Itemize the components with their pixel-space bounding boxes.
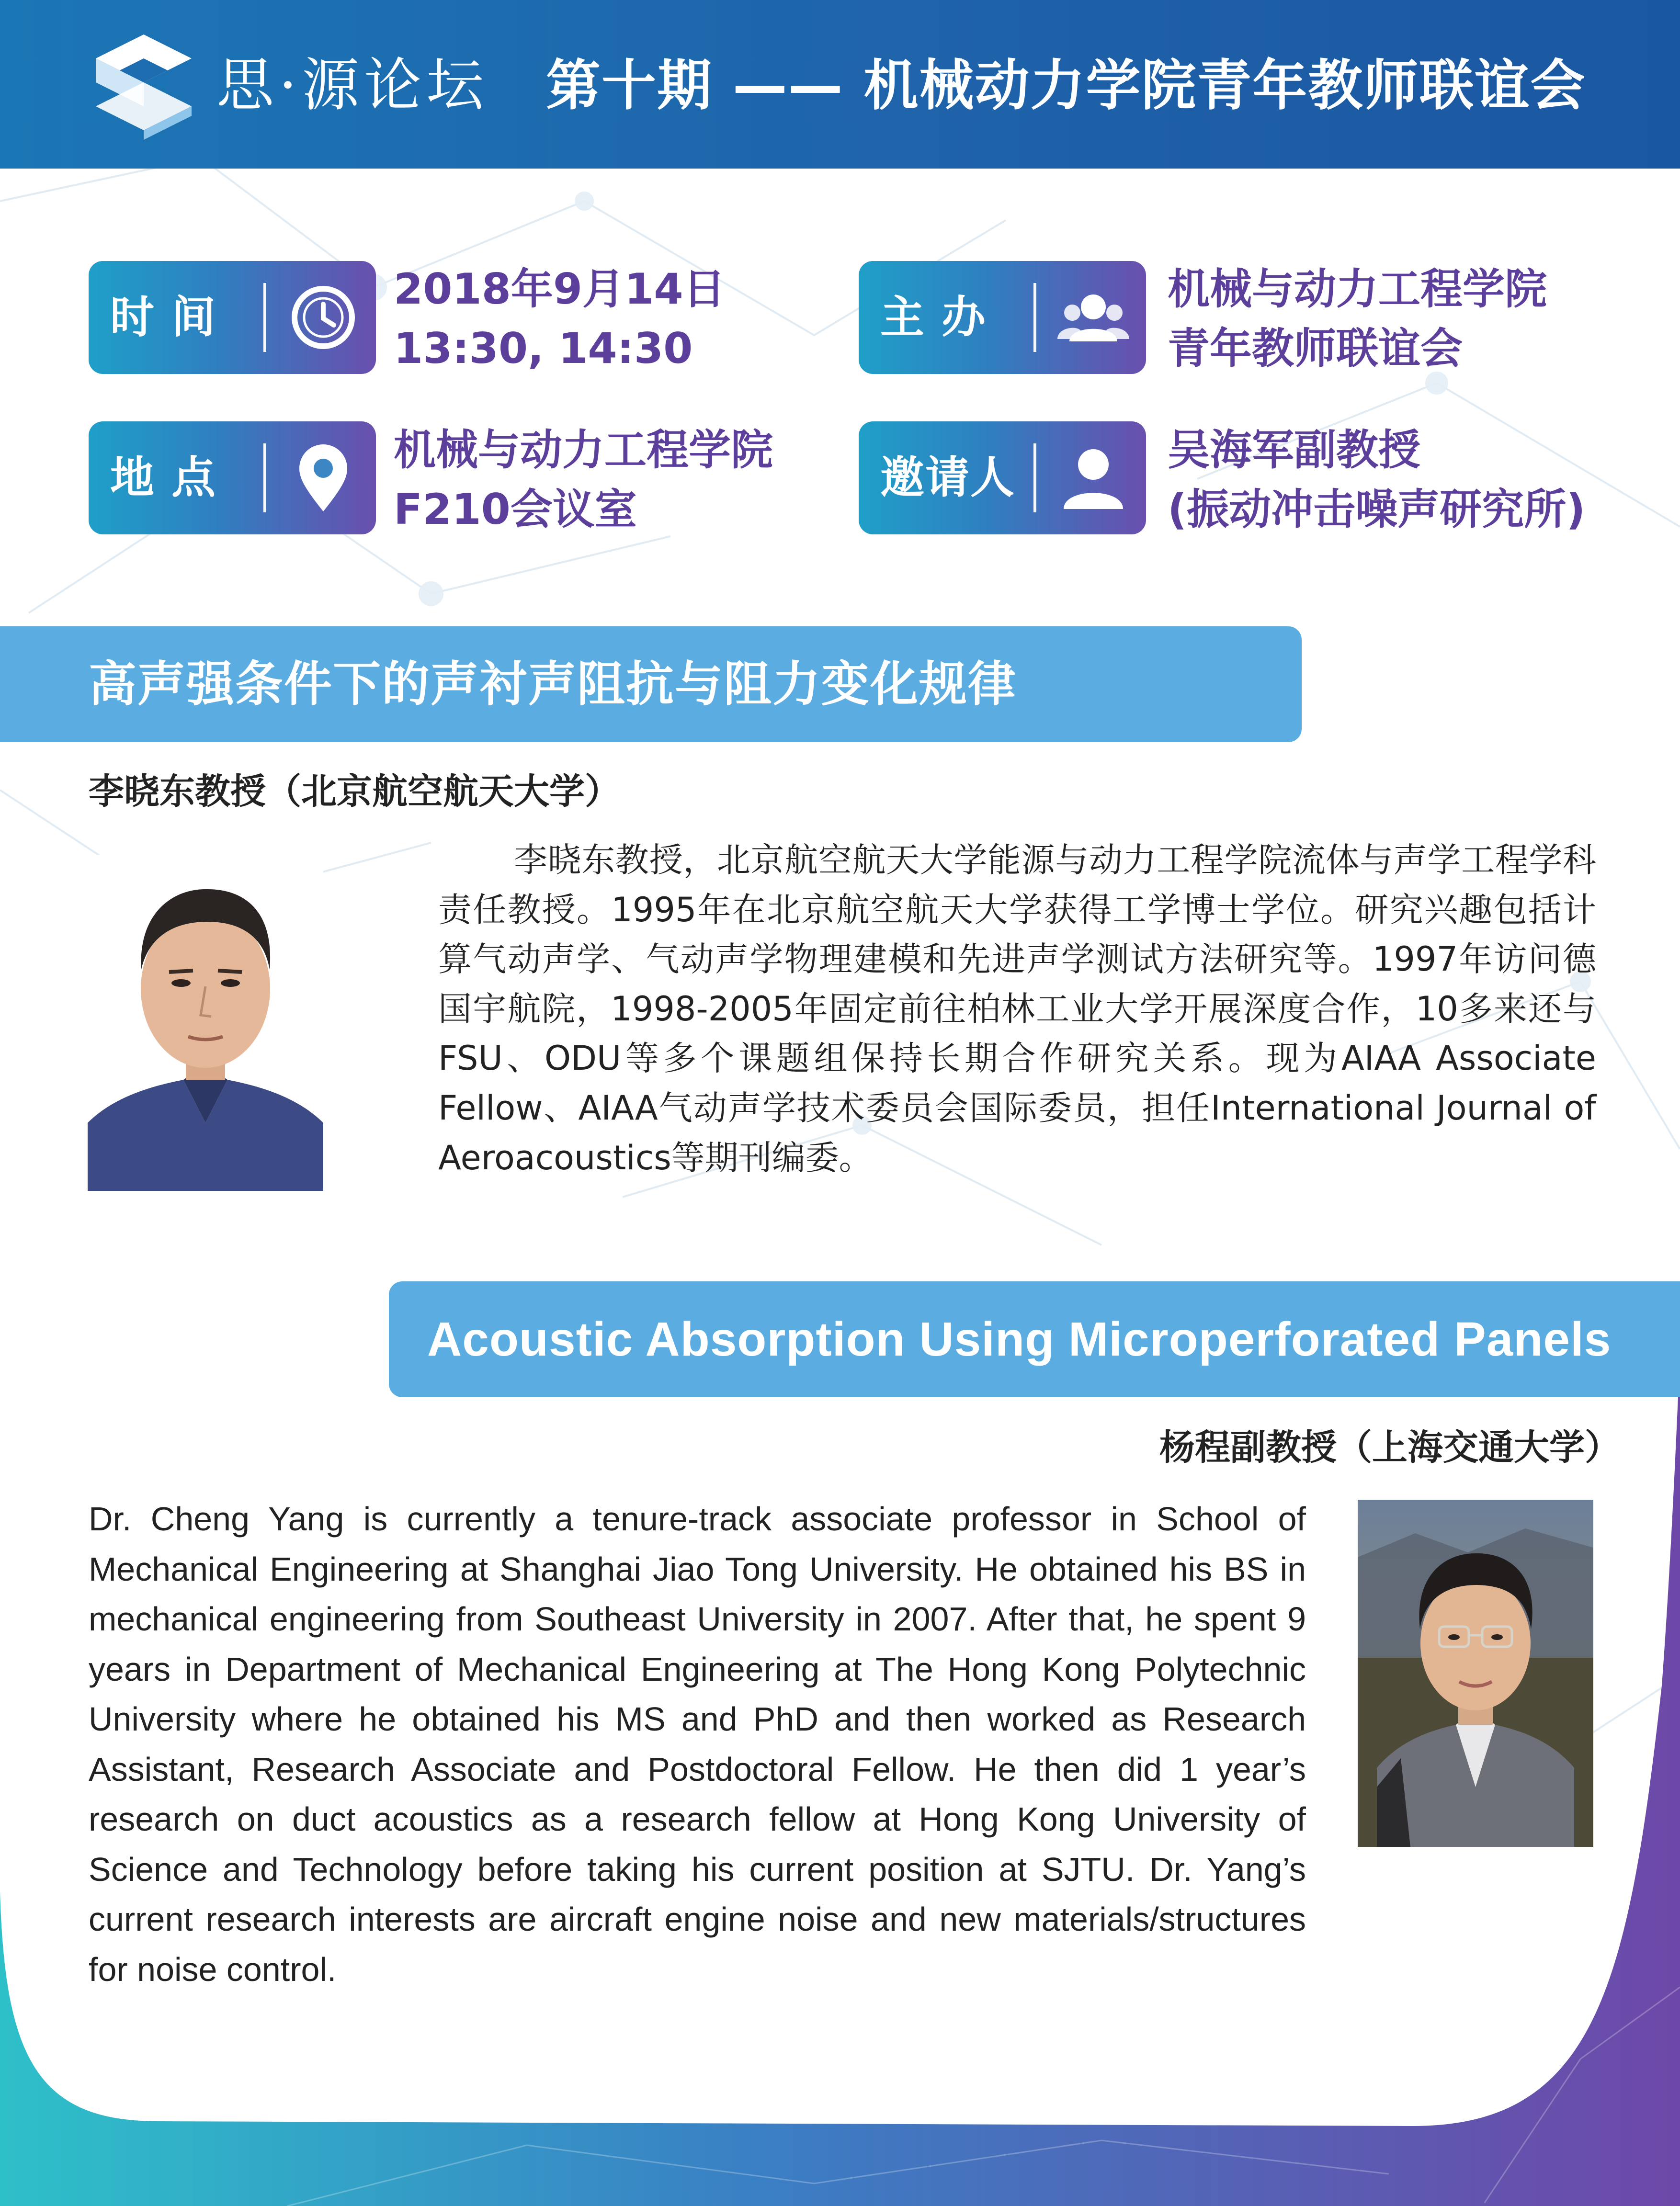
talk1-speaker-photo <box>88 855 323 1191</box>
talk2-title: Acoustic Absorption Using Microperforated Panels <box>427 1312 1612 1366</box>
location-pin-icon <box>285 440 362 516</box>
place-label: 地 点 <box>110 452 217 503</box>
divider <box>263 443 266 512</box>
talk2-bio: Dr. Cheng Yang is currently a tenure-track associate professor in School of Mechanical Engineering at Shanghai Jiao Tong University. He obtained his BS in mechanical engineering from Southeast University in 2007. After that, he spent 9 years in Department of Mechanical Engineering at The Hong Kong Polytechnic University where he obtained his MS and PhD and then worked as Research Assistant, Research Associate and Postdoctoral Fellow. He then did 1 year’s research on duct acoustics as a research fellow at Hong Kong University of Science and Technology before taking his current position at SJTU. Dr. Yang’s current research interests are aircraft engine noise and new materials/structures for noise control. <box>89 1500 1306 1988</box>
talk2-speaker-photo <box>1358 1500 1593 1847</box>
brand-name: 思·源论坛 <box>216 52 489 119</box>
talk2-speaker: 杨程副教授（上海交通大学） <box>1159 1427 1620 1468</box>
inviter-label-box <box>859 421 1146 534</box>
talk1-speaker: 李晓东教授（北京航空航天大学） <box>89 771 620 812</box>
place-line-1: 机械与动力工程学院 <box>394 425 773 475</box>
time-label-box <box>89 261 376 374</box>
page-title: 第十期 —— 机械动力学院青年教师联谊会 <box>546 54 1586 117</box>
divider <box>263 283 266 352</box>
time-label: 时 间 <box>110 292 217 343</box>
inviter-label: 邀请人 <box>880 452 1016 503</box>
place-label-box <box>89 421 376 534</box>
time-date: 2018年9月14日 <box>394 264 726 314</box>
talk1-title: 高声强条件下的声衬声阻抗与阻力变化规律 <box>89 656 1017 712</box>
host-label-box <box>859 261 1146 374</box>
host-line-1: 机械与动力工程学院 <box>1168 264 1547 314</box>
inviter-affiliation: (振动冲击噪声研究所) <box>1168 485 1586 534</box>
place-line-2: F210会议室 <box>394 485 637 534</box>
header-bar <box>0 0 1680 169</box>
talk1-title-banner <box>0 626 1302 742</box>
talk1-bio: 李晓东教授，北京航空航天大学能源与动力工程学院流体与声学工程学科责任教授。1995年在北京航空航天大学获得工学博士学位。研究兴趣包括计算气动声学、气动声学物理建模和先进声学测试方法研究等。1997年访问德国宇航院，1998-2005年固定前往柏林工业大学开展深度合作，10多来还与FSU、ODU等多个课题组保持长期合作研究关系。现为AIAA Associate Fellow、AIAA气动声学技术委员会国际委员，担任International Journal of Aeroacoustics等期刊编委。 <box>438 840 1596 1177</box>
talk2-title-banner <box>389 1281 1680 1397</box>
group-icon <box>1055 279 1132 356</box>
divider <box>1033 443 1036 512</box>
clock-icon <box>285 279 362 356</box>
host-label: 主 办 <box>880 292 987 343</box>
divider <box>1033 283 1036 352</box>
person-icon <box>1055 440 1132 516</box>
logo-icon <box>91 30 196 140</box>
inviter-name: 吴海军副教授 <box>1168 425 1421 475</box>
time-hours: 13:30, 14:30 <box>394 324 693 373</box>
host-line-2: 青年教师联谊会 <box>1168 324 1463 373</box>
